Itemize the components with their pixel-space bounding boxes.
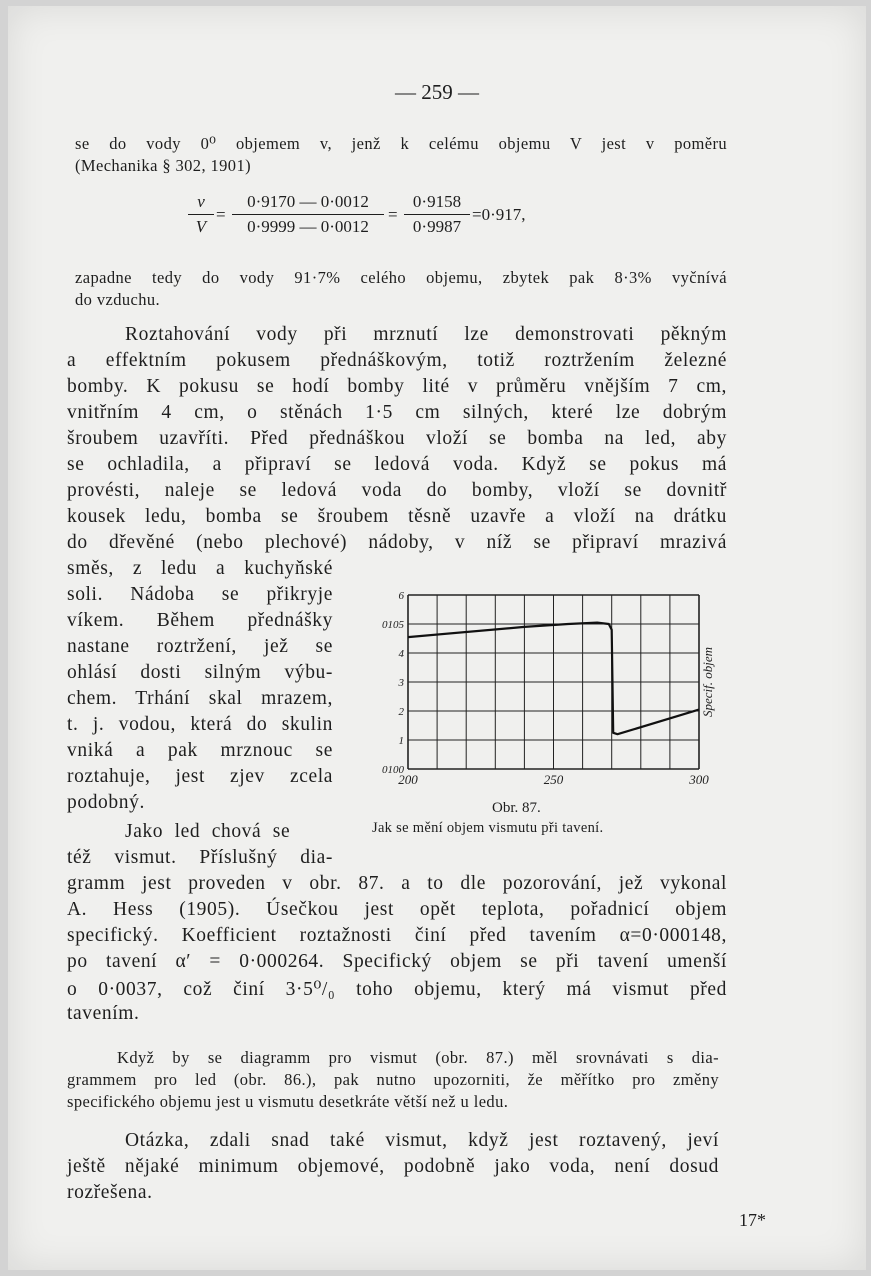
y-axis-label: Specif. objem [700,646,715,718]
paragraph2-line-4: po tavení α′ = 0·000264. Specifický objem se při tavení umenší [67,951,727,972]
formula-lhs [188,192,214,237]
document-page: — 259 — se do vody 0⁰ objemem v, jenž k celému objemu V jest v poměru (Mechanika § 302, 1901) v V = 0·9170 — 0·0012 0·9999 — 0·0012 = 0·9158 0·9987 =0·917, zapadne tedy do vody 91·7% celého objemu, zbytek pak 8·3% vyčnívá do vzduchu. Roztahování vody při mrznutí lze demonstrovati pěkným a effektním pokusem přednáškovým, totiž roztržením železné bomby. K pokusu se hodí bomby lité v průměru vnějším 7 cm, vnitřním 4 cm, o stěnách 1·5 cm silných, které lze dobrým šroubem uzavříti. Před přednáškou vloží se bomba na led, aby se ochladila, a připraví se ledová voda. Když se pokus má provésti, naleje se ledová voda do bomby, vloží se dovnitř kousek ledu, bomba se šroubem těsně uzavře a vloží na drátku do dřevěné (nebo plechové) nádoby, v níž se připraví mrazivá směs, z ledu a kuchyňské soli. Nádoba se přikryje víkem. Během přednášky nastane roztržení, jež se ohlásí dosti silným výbu- chem. Trhání skal mrazem, t. j. vodou, která do skulin vniká a pak mrznouc se roztahuje, jest zjev zcela podobný. Jako led chová se též vismut. Příslušný dia- 0100 1 2 3 4 0105 6 200 250 300 Specif. objem Obr. 87. Jak se mění objem vismutu při tavení. gramm jest proveden v obr. 87. a to dle pozorování, jež vykonal A. Hess (1905). Úsečkou jest opět teplota, pořadnicí objem specifický. Koefficient roztažnosti činí před tavením α=0·000148, po tavení α′ = 0·000264. Specifický objem se při tavení umenší o 0·0037, což činí 3·5⁰/₀ toho objemu, který má vismut před tavením. Když by se diagramm pro vismut (obr. 87.) měl srovnávati s dia- grammem pro led (obr. 86.), pak nutno upozorniti, že měřítko pro změny specifického objemu jest u vismutu desetkráte větší než u ledu. Otázka, zdali snad také vismut, když jest roztavený, jeví ještě nějaké minimum objemové, podobně jako voda, není dosud rozřešena. 17* [8,6,866,1270]
formula-mid-num: 0·9170 — 0·0012 [247,192,369,211]
paragraph1-line-9: do dřevěné (nebo plechové) nádoby, v níž se připraví mrazivá [67,532,727,553]
paragraph1-line-7: provésti, naleje se ledová voda do bomby, vloží se dovnitř [67,480,727,501]
narrow-line-2: soli. Nádoba se přikryje [67,584,333,605]
x-tick-label: 300 [689,772,709,787]
after-formula-line-2: do vzduchu. [75,290,161,309]
paragraph2-line-3: specifický. Koefficient roztažnosti činí před tavením α=0·000148, [67,925,727,946]
y-tick-label: 3 [398,677,404,689]
y-tick-label: 4 [398,648,404,660]
chart-svg [351,588,721,793]
formula-lhs-num: v [197,192,205,211]
paragraph1-line-8: kousek ledu, bomba se šroubem těsně uzavře a vloží na drátku [67,506,727,527]
paragraph2-line-5: o 0·0037, což činí 3·5⁰/₀ toho objemu, který má vismut před [67,979,727,1000]
intro-line-2: (Mechanika § 302, 1901) [75,156,251,175]
closing-line-1: Otázka, zdali snad také vismut, když jest roztavený, jeví [125,1130,719,1151]
narrow-line-3: víkem. Během přednášky [67,610,333,631]
figure-caption: Jak se mění objem vismutu při tavení. [372,820,604,836]
formula-mid [232,192,384,237]
y-tick-label: 0100 [382,764,404,776]
closing-line-3: rozřešena. [67,1182,153,1203]
narrow-line-1: směs, z ledu a kuchyňské [67,558,333,579]
narrow-line-10: podobný. [67,792,145,813]
figure-87 [351,588,721,798]
y-tick-label: 1 [398,735,404,747]
signature-mark: 17* [739,1210,766,1230]
y-tick-label: 2 [398,706,404,718]
note-line-3: specifického objemu jest u vismutu desetkráte větší než u ledu. [67,1092,509,1111]
paragraph2-narrow-line-1: Jako led chová se [125,821,291,842]
paragraph2-narrow-line-2: též vismut. Příslušný dia- [67,847,333,868]
formula-mid-den: 0·9999 — 0·0012 [247,217,369,236]
narrow-line-6: chem. Trhání skal mrazem, [67,688,333,709]
paragraph2-line-2: A. Hess (1905). Úsečkou jest opět teplota, pořadnicí objem [67,899,727,920]
narrow-line-9: roztahuje, jest zjev zcela [67,766,333,787]
paragraph1-line-2: a effektním pokusem přednáškovým, totiž roztržením železné [67,350,727,371]
formula-rhs-num: 0·9158 [412,192,462,211]
narrow-line-5: ohlásí dosti silným výbu- [67,662,333,683]
figure-label: Obr. 87. [492,800,541,816]
note-line-2: grammem pro led (obr. 86.), pak nutno upozorniti, že měřítko pro změny [67,1070,719,1089]
paragraph1-line-3: bomby. K pokusu se hodí bomby lité v průměru vnějším 7 cm, [67,376,727,397]
paragraph2-line-1: gramm jest proveden v obr. 87. a to dle pozorování, jež vykonal [67,873,727,894]
paragraph2-line-6: tavením. [67,1003,140,1024]
paragraph1-line-5: šroubem uzavříti. Před přednáškou vloží se bomba na led, aby [67,428,727,449]
narrow-line-7: t. j. vodou, která do skulin [67,714,333,735]
intro-line-1: se do vody 0⁰ objemem v, jenž k celému objemu V jest v poměru [75,134,727,153]
y-tick-label: 6 [398,590,404,602]
note-line-1: Když by se diagramm pro vismut (obr. 87.) měl srovnávati s dia- [117,1048,719,1067]
page-number: — 259 — [395,80,479,104]
paragraph1-line-4: vnitřním 4 cm, o stěnách 1·5 cm silných, které lze dobrým [67,402,727,423]
paragraph1-line-6: se ochladila, a připraví se ledová voda. Když se pokus má [67,454,727,475]
narrow-line-4: nastane roztržení, jež se [67,636,333,657]
narrow-line-8: vniká a pak mrznouc se [67,740,333,761]
y-tick-label: 0105 [382,619,404,631]
formula-rhs [404,192,470,237]
x-tick-label: 250 [543,772,564,787]
closing-line-2: ještě nějaké minimum objemové, podobně jako voda, není dosud [67,1156,719,1177]
x-tick-label: 200 [398,772,418,787]
formula-lhs-den: V [195,217,207,236]
paragraph1-line-1: Roztahování vody při mrznutí lze demonstrovati pěkným [125,324,727,345]
formula-rhs-den: 0·9987 [412,217,462,236]
formula-result: =0·917, [472,205,526,224]
after-formula-line-1: zapadne tedy do vody 91·7% celého objemu, zbytek pak 8·3% vyčnívá [75,268,727,287]
